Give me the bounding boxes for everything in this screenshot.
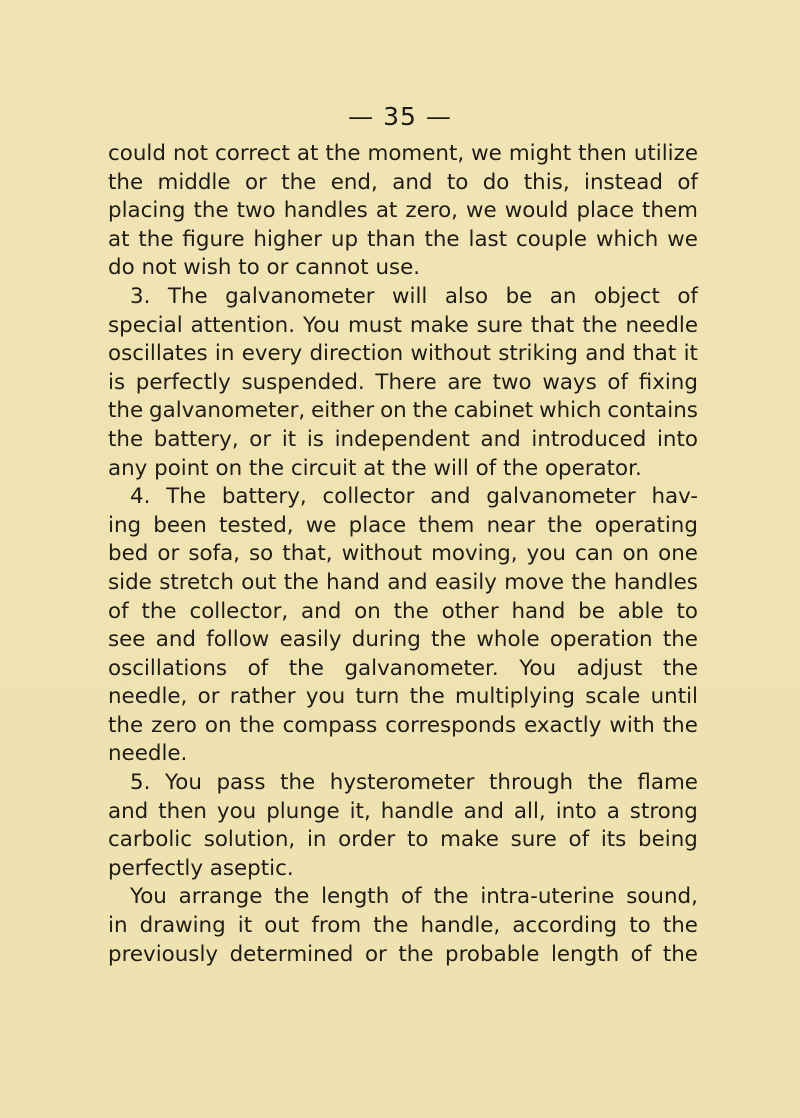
text-line: You arrange the length of the intra-uterine sound, <box>130 884 698 910</box>
text-line: the galvanometer, either on the cabinet which contains <box>108 398 698 424</box>
body-text <box>108 140 698 969</box>
text-line: and then you plunge it, handle and all, into a strong <box>108 798 698 824</box>
text-line: 5. You pass the hysterometer through the flame <box>130 770 698 796</box>
text-line: ing been tested, we place them near the operating <box>108 512 698 538</box>
text-line: carbolic solution, in order to make sure of its being <box>108 827 698 853</box>
text-line: placing the two handles at zero, we would place them <box>108 198 698 224</box>
text-line: oscillations of the galvanometer. You adjust the <box>108 655 698 681</box>
text-line: needle. <box>108 741 188 767</box>
text-line: the middle or the end, and to do this, instead of <box>108 169 698 195</box>
text-line: needle, or rather you turn the multiplying scale until <box>108 684 698 710</box>
text-line: do not wish to or cannot use. <box>108 255 421 281</box>
text-line: see and follow easily during the whole operation the <box>108 627 698 653</box>
text-line: the zero on the compass corresponds exactly with the <box>108 712 698 738</box>
text-line: 3. The galvanometer will also be an object of <box>130 283 698 309</box>
text-line: 4. The battery, collector and galvanometer hav- <box>130 484 698 510</box>
text-line: previously determined or the probable length of the <box>108 941 698 967</box>
text-line: of the collector, and on the other hand be able to <box>108 598 698 624</box>
text-line: bed or sofa, so that, without moving, you can on one <box>108 541 698 567</box>
text-line: special attention. You must make sure that the needle <box>108 312 698 338</box>
text-line: perfectly aseptic. <box>108 855 294 881</box>
text-line: could not correct at the moment, we might then utilize <box>108 141 698 166</box>
text-line: any point on the circuit at the will of the operator. <box>108 455 642 481</box>
text-line: is perfectly suspended. There are two ways of fixing <box>108 369 698 395</box>
text-line: side stretch out the hand and easily move the handles <box>108 569 698 595</box>
text-line: in drawing it out from the handle, according to the <box>108 913 698 939</box>
text-line: the battery, or it is independent and introduced into <box>108 426 698 452</box>
text-line: at the figure higher up than the last couple which we <box>108 226 698 252</box>
page-number: — 35 — <box>348 102 452 131</box>
text-line: oscillates in every direction without striking and that it <box>108 341 698 367</box>
